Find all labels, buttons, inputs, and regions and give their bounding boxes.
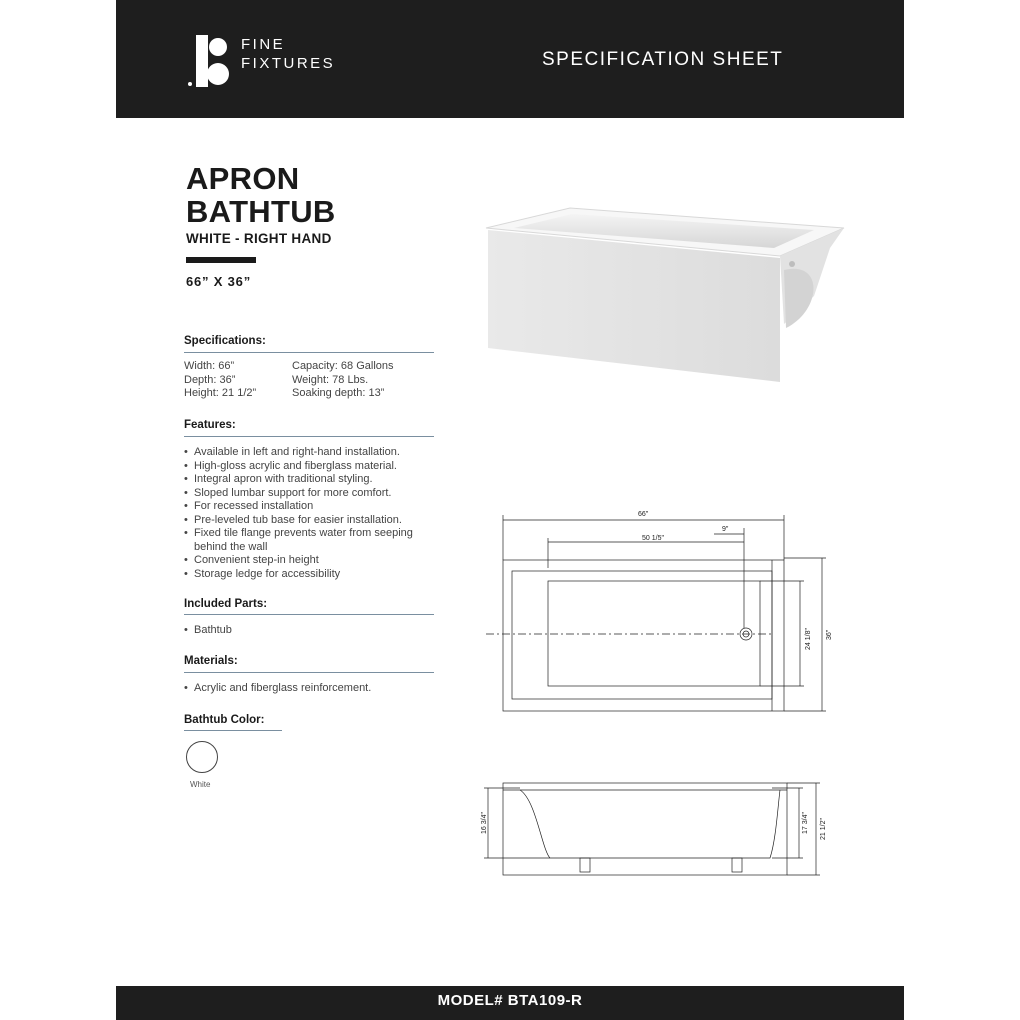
product-title-line-1: APRON <box>186 161 300 196</box>
brand-line-2: FIXTURES <box>241 55 336 72</box>
model-number: MODEL# BTA109-R <box>437 992 583 1009</box>
features-heading: Features: <box>184 419 236 431</box>
list-item: • Integral apron with traditional styling. <box>184 473 454 487</box>
specifications-left-column <box>184 360 256 401</box>
spec-height: Height: 21 1/2” <box>184 387 257 399</box>
title-divider <box>186 257 256 263</box>
list-item: • Sloped lumbar support for more comfort. <box>184 487 454 501</box>
spec-capacity: Capacity: 68 Gallons <box>292 360 394 372</box>
brand-name <box>241 35 335 73</box>
list-item: • Fixed tile flange prevents water from seeping behind the wall <box>184 527 414 554</box>
dim-side-overall-height: 21 1/2" <box>820 818 827 840</box>
included-part-item: • Bathtub <box>184 624 232 636</box>
list-item: • Convenient step-in height <box>184 554 454 568</box>
product-title-line-2: BATHTUB <box>186 194 336 229</box>
dimension-drawing <box>476 500 836 880</box>
footer-bar <box>116 986 904 1020</box>
bathtub-color-rule <box>184 730 282 731</box>
dim-drain-offset: 9" <box>722 526 729 533</box>
material-item: • Acrylic and fiberglass reinforcement. <box>184 682 371 694</box>
spec-weight: Weight: 78 Lbs. <box>292 373 369 386</box>
included-parts-heading: Included Parts: <box>184 598 268 610</box>
header-bar <box>116 0 904 118</box>
list-item: • Storage ledge for accessibility <box>184 568 454 582</box>
spec-width: Width: 66” <box>184 360 235 372</box>
dim-side-inner-height: 17 3/4" <box>802 812 809 834</box>
color-swatch-label: White <box>190 780 211 789</box>
sheet-title: SPECIFICATION SHEET <box>542 49 784 70</box>
fine-fixtures-logo-icon <box>188 33 232 89</box>
dim-top-width: 66" <box>638 511 649 518</box>
specifications-rule <box>184 352 434 353</box>
list-item: • For recessed installation <box>184 500 454 514</box>
dim-inner-depth: 24 1/8" <box>805 628 812 650</box>
dim-inner-length: 50 1/5" <box>642 535 664 542</box>
dim-overall-depth: 36" <box>826 629 833 640</box>
spec-depth: Depth: 36” <box>184 373 236 386</box>
list-item: • Available in left and right-hand installation. <box>184 446 454 460</box>
color-swatch-white <box>186 741 218 773</box>
materials-rule <box>184 672 434 673</box>
features-list <box>184 446 454 581</box>
product-subtitle: WHITE - RIGHT HAND <box>186 231 332 246</box>
specifications-heading: Specifications: <box>184 335 266 347</box>
product-title <box>186 162 336 228</box>
spec-soaking-depth: Soaking depth: 13” <box>292 387 385 399</box>
materials-heading: Materials: <box>184 655 238 667</box>
features-rule <box>184 436 434 437</box>
list-item: • Pre-leveled tub base for easier installation. <box>184 514 454 528</box>
dim-side-left-height: 16 3/4" <box>481 812 488 834</box>
bathtub-photo <box>484 200 846 386</box>
product-size: 66” X 36” <box>186 274 252 289</box>
included-parts-rule <box>184 614 434 615</box>
bathtub-color-heading: Bathtub Color: <box>184 714 265 726</box>
brand-line-1: FINE <box>241 36 286 53</box>
list-item: • High-gloss acrylic and fiberglass material. <box>184 460 454 474</box>
specifications-right-column <box>292 360 394 401</box>
